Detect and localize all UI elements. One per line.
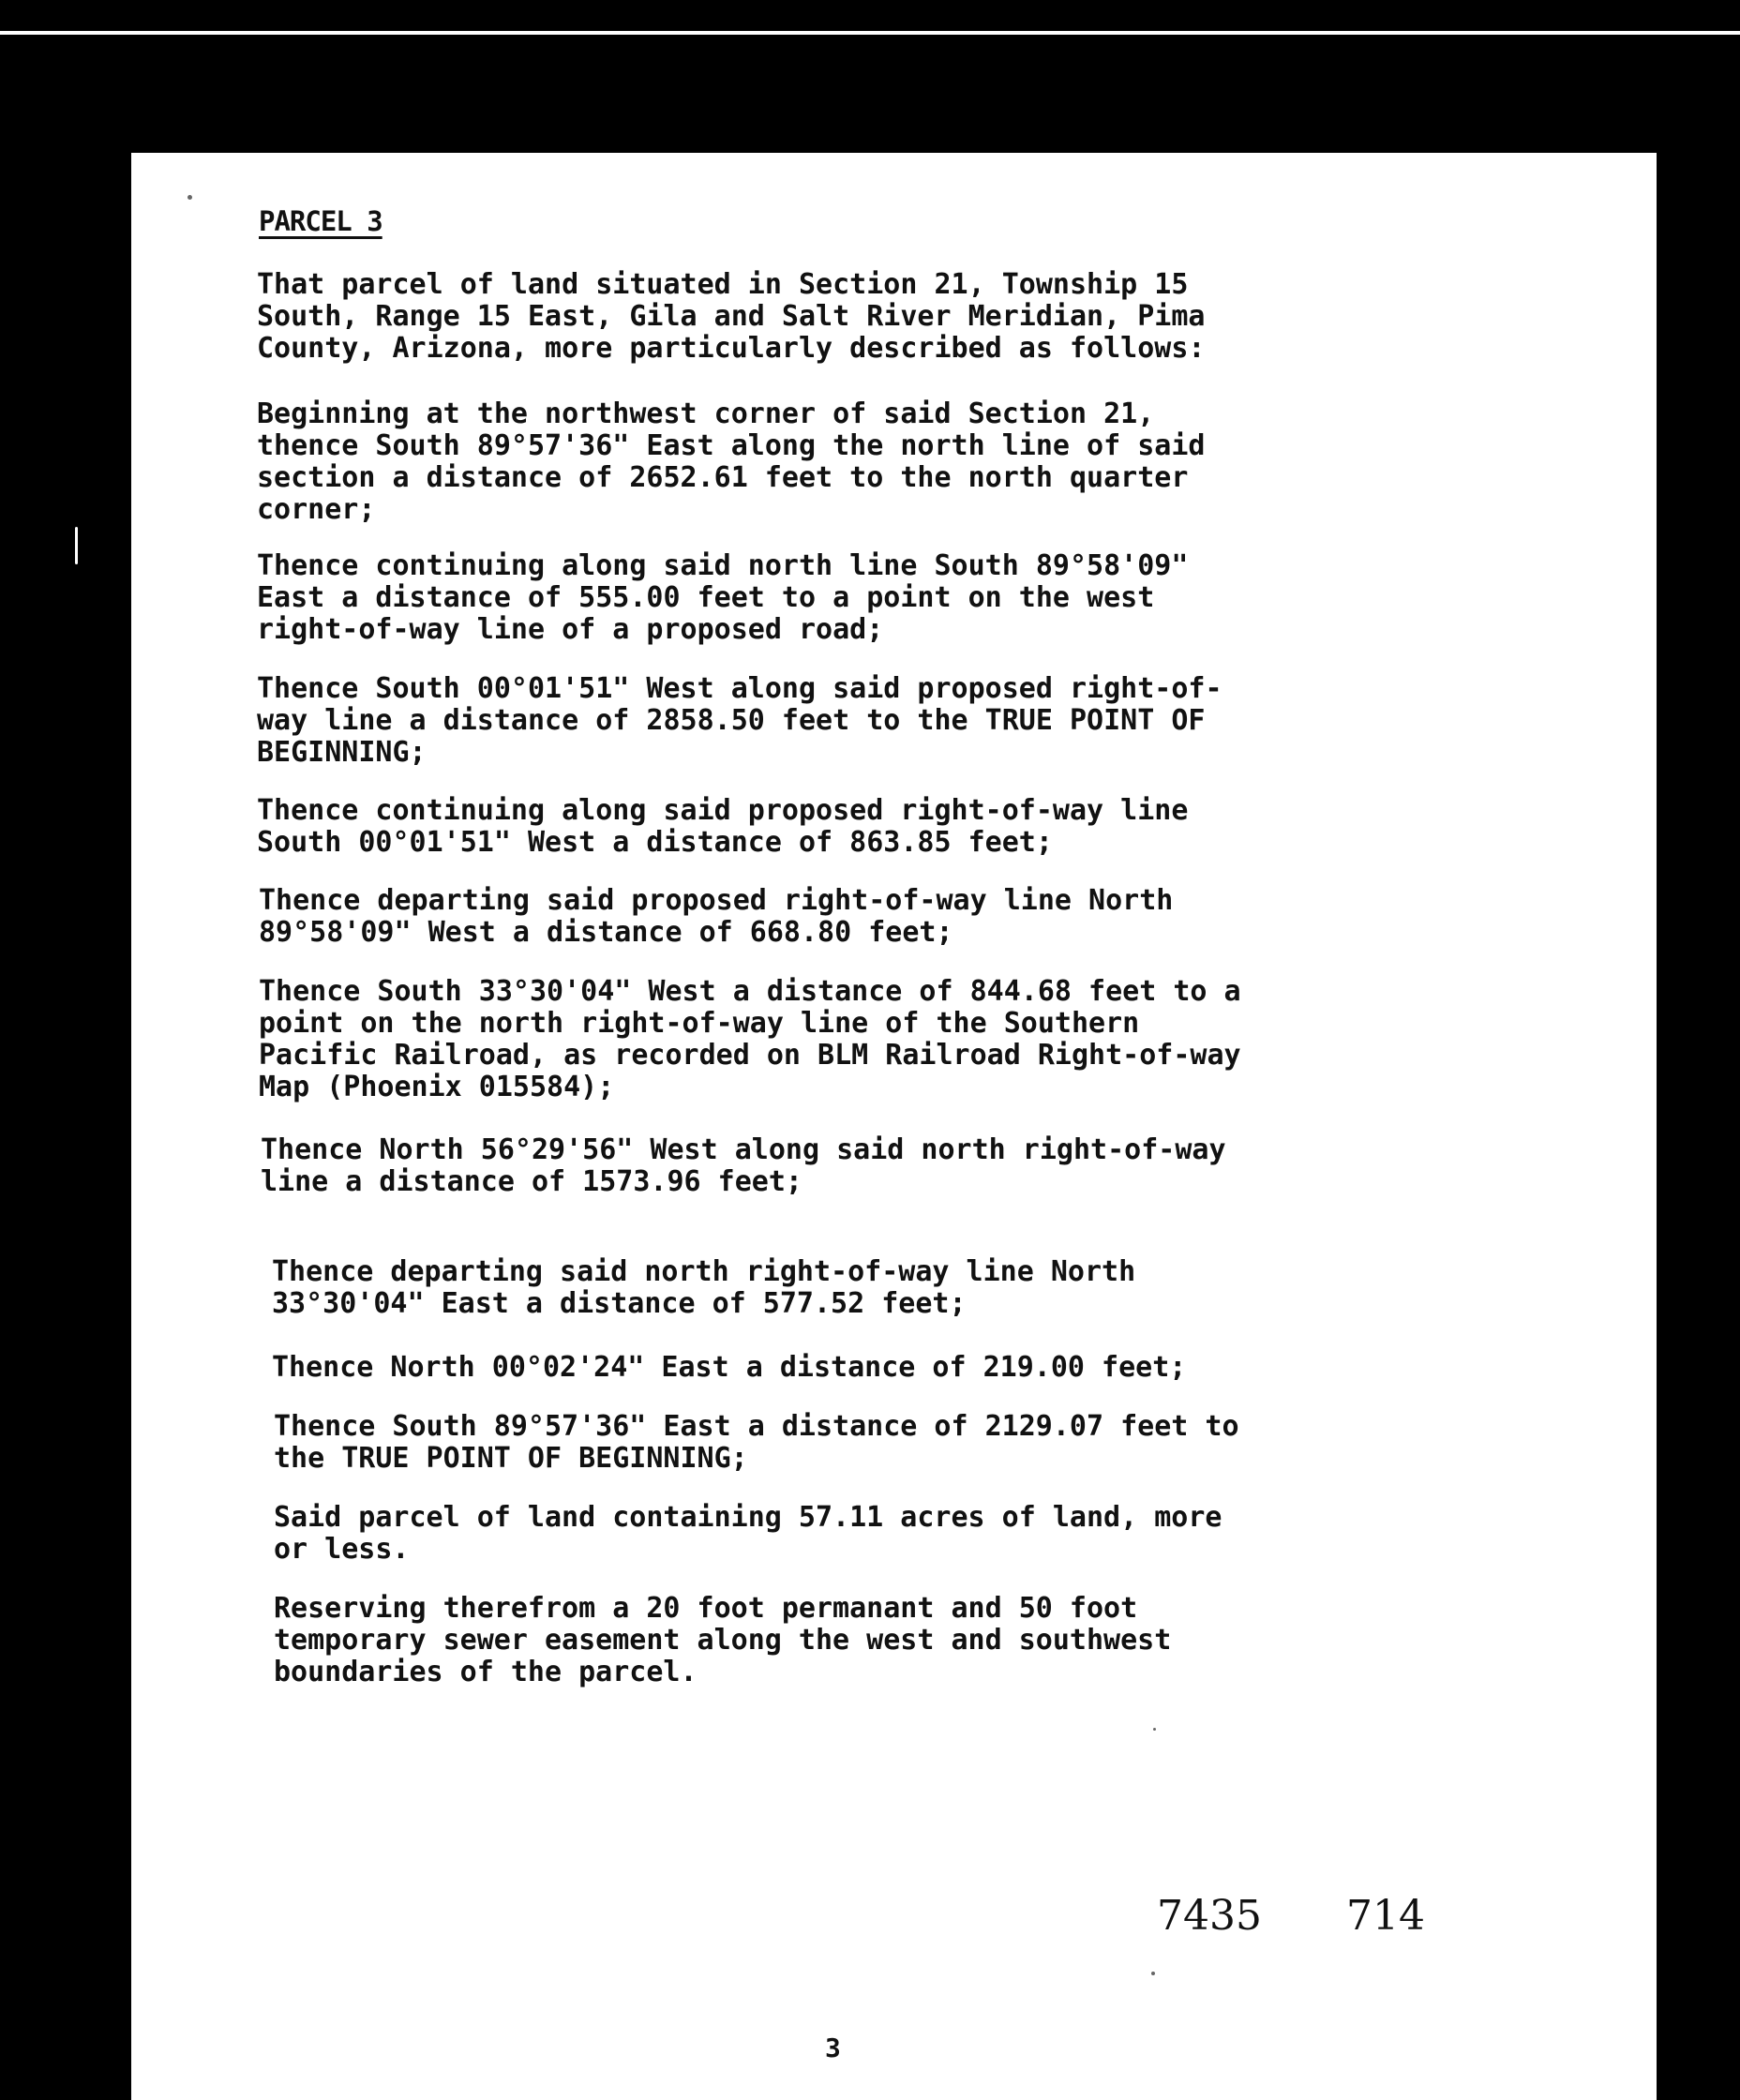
paragraph-course-1: Thence continuing along said north line South 89°58'09" East a distance of 555.00 feet to a point on the west right-of-way line of a proposed road; [257, 549, 1189, 646]
scan-margin-mark [75, 527, 78, 564]
paragraph-course-4: Thence departing said proposed right-of-way line North 89°58'09" West a distance of 668.80 feet; [259, 884, 1174, 949]
paragraph-beginning: Beginning at the northwest corner of said Section 21, thence South 89°57'36" East along the north line of said section a distance of 2652.61 feet to the north quarter corner; [257, 398, 1206, 526]
parcel-heading: PARCEL 3 [259, 205, 382, 237]
paragraph-course-3: Thence continuing along said proposed right-of-way line South 00°01'51" West a distance of 863.85 feet; [257, 794, 1189, 859]
paragraph-course-5: Thence South 33°30'04" West a distance of 844.68 feet to a point on the north right-of-way line of the Southern Pacific Railroad, as recorded on BLM Railroad Right-of-way Map (Phoenix 015584); [259, 975, 1241, 1103]
recording-page-number: 714 [1346, 1892, 1425, 1940]
page-number: 3 [825, 2032, 841, 2063]
paragraph-course-2: Thence South 00°01'51" West along said proposed right-of- way line a distance of 2858.50 feet to the TRUE POINT OF BEGINNING; [257, 672, 1222, 769]
scan-speck [188, 195, 192, 200]
paragraph-easement: Reserving therefrom a 20 foot permanant and 50 foot temporary sewer easement along the west and southwest boundaries of the parcel. [274, 1592, 1172, 1688]
paragraph-course-7: Thence departing said north right-of-way line North 33°30'04" East a distance of 577.52 feet; [272, 1255, 1136, 1320]
paragraph-course-9: Thence South 89°57'36" East a distance of 2129.07 feet to the TRUE POINT OF BEGINNING; [274, 1410, 1239, 1475]
document-page [131, 153, 1657, 2100]
paragraph-course-6: Thence North 56°29'56" West along said north right-of-way line a distance of 1573.96 feet; [261, 1133, 1226, 1198]
paragraph-intro: That parcel of land situated in Section 21, Township 15 South, Range 15 East, Gila and Salt River Meridian, Pima County, Arizona, more particularly described as follows: [257, 268, 1206, 365]
scan-speck [1151, 1972, 1155, 1975]
scan-speck [1153, 1728, 1156, 1731]
scan-top-rule [0, 31, 1740, 35]
recording-docket-number: 7435 [1157, 1892, 1262, 1940]
paragraph-course-8: Thence North 00°02'24" East a distance of 219.00 feet; [272, 1351, 1187, 1384]
paragraph-acreage: Said parcel of land containing 57.11 acres of land, more or less. [274, 1501, 1222, 1566]
